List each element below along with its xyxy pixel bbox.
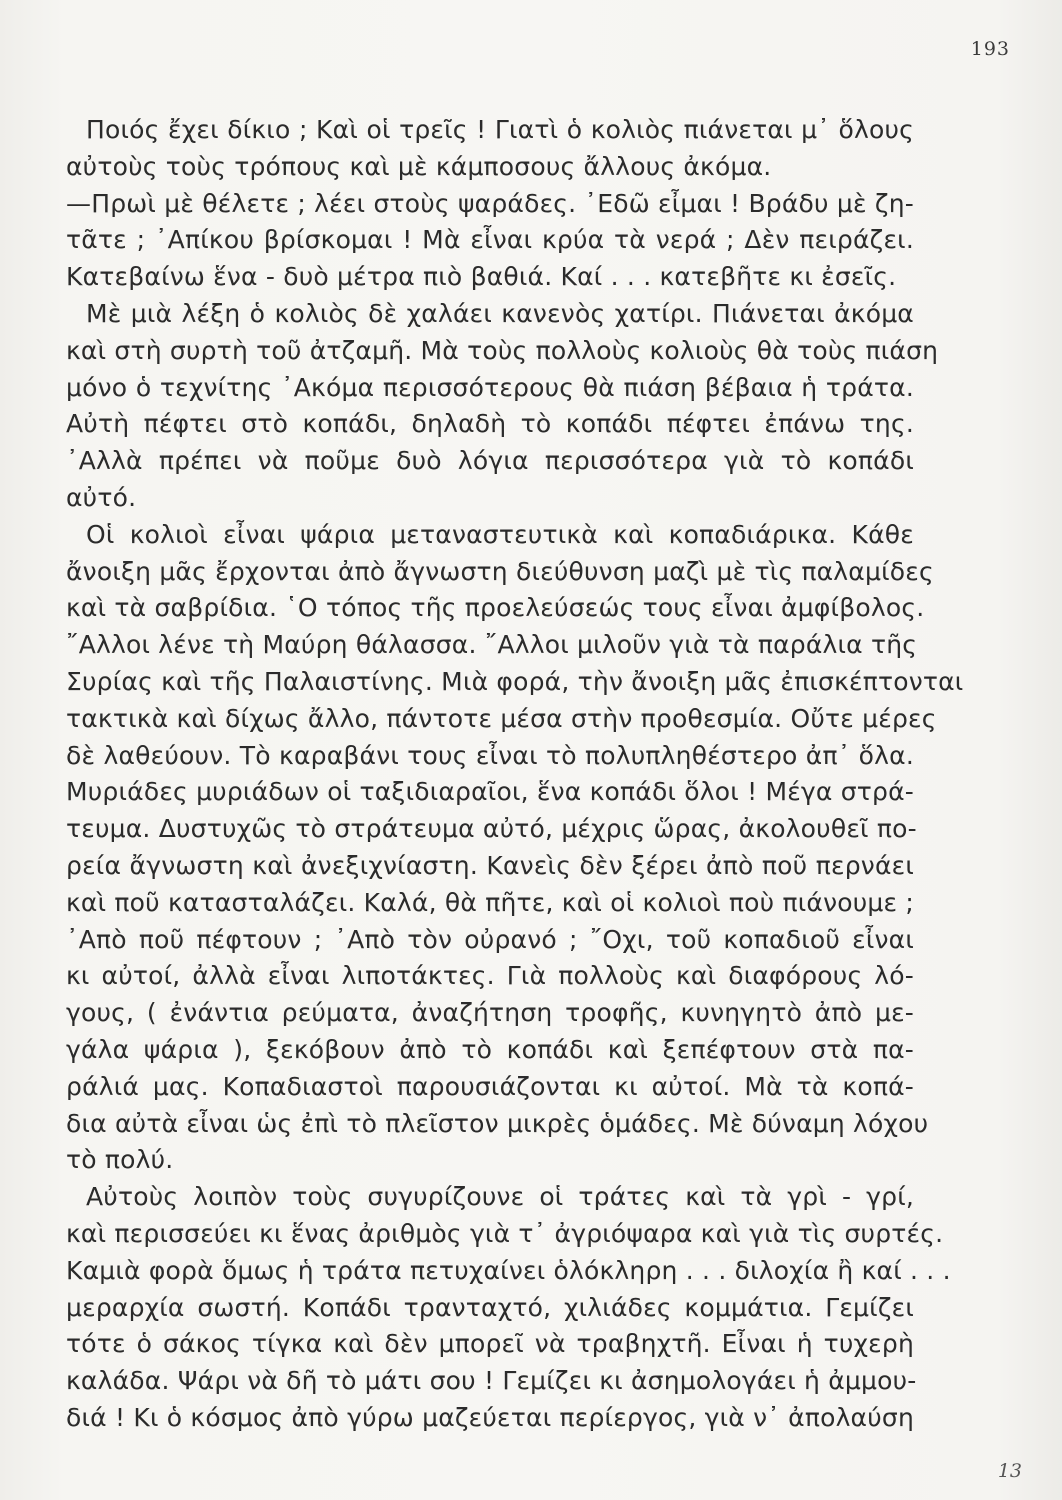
text-line: Συρίας καὶ τῆς Παλαιστίνης. Μιὰ φορά, τὴν ἄνοιξη μᾶς ἐπισκέπτονται xyxy=(66,666,964,696)
text-line: δια αὐτὰ εἶναι ὡς ἐπὶ τὸ πλεῖστον μικρὲς ὁμάδες. Μὲ δύναμη λόχου xyxy=(66,1108,929,1138)
text-line: δὲ λαθεύουν. Τὸ καραβάνι τους εἶναι τὸ πολυπληθέστερο ἀπ᾽ ὅλα. xyxy=(66,740,914,770)
text-line: Καμιὰ φορὰ ὅμως ἡ τράτα πετυχαίνει ὁλόκληρη . . . διλοχία ἢ καί . . . xyxy=(66,1255,951,1285)
text-line: αὐτό. xyxy=(66,482,137,512)
text-line: Ποιός ἔχει δίκιο ; Καὶ οἱ τρεῖς ! Γιατὶ ὁ κολιὸς πιάνεται μ᾽ ὅλους xyxy=(86,115,914,144)
text-line: τότε ὁ σάκος τίγκα καὶ δὲν μπορεῖ νὰ τραβηχτῆ. Εἶναι ἡ τυχερὴ xyxy=(66,1329,914,1359)
text-line: Κατεβαίνω ἕνα - δυὸ μέτρα πιὸ βαθιά. Καί . . . κατεβῆτε κι ἐσεῖς. xyxy=(66,262,897,292)
text-line: τακτικὰ καὶ δίχως ἄλλο, πάντοτε μέσα στὴν προθεσμία. Οὔτε μέρες xyxy=(66,703,937,733)
text-line: ἄνοιξη μᾶς ἔρχονται ἀπὸ ἄγνωστη διεύθυνση μαζὶ μὲ τὶς παλαμίδες xyxy=(66,556,934,586)
text-line: κι αὐτοί, ἀλλὰ εἶναι λιποτάκτες. Γιὰ πολλοὺς καὶ διαφόρους λό- xyxy=(66,961,914,991)
text-line: τευμα. Δυστυχῶς τὸ στράτευμα αὐτό, μέχρις ὥρας, ἀκολουθεῖ πο- xyxy=(66,814,917,844)
text-line: ράλιά μας. Κοπαδιαστοὶ παρουσιάζονται κι αὐτοί. Μὰ τὰ κοπά- xyxy=(66,1071,914,1101)
text-line: τὸ πολύ. xyxy=(66,1145,174,1175)
text-line: αὐτοὺς τοὺς τρόπους καὶ μὲ κάμποσους ἄλλους ἀκόμα. xyxy=(66,151,772,181)
text-line: Οἱ κολιοὶ εἶναι ψάρια μεταναστευτικὰ καὶ κοπαδιάρικα. Κάθε xyxy=(86,519,914,549)
text-line: ρεία ἄγνωστη καὶ ἀνεξιχνίαστη. Κανεὶς δὲν ξέρει ἀπὸ ποῦ περνάει xyxy=(66,850,914,880)
text-line: —Πρωὶ μὲ θέλετε ; λέει στοὺς ψαράδες. ᾿Εδῶ εἶμαι ! Βράδυ μὲ ζη- xyxy=(66,188,914,218)
body-text xyxy=(66,112,964,1437)
text-line: μόνο ὁ τεχνίτης ᾿Ακόμα περισσότερους θὰ πιάση βέβαια ἡ τράτα. xyxy=(66,372,914,402)
text-line: Αὐτὴ πέφτει στὸ κοπάδι, δηλαδὴ τὸ κοπάδι πέφτει ἐπάνω της. xyxy=(66,409,914,439)
text-line: διά ! Κι ὁ κόσμος ἀπὸ γύρω μαζεύεται περίεργος, γιὰ ν᾽ ἀπολαύση xyxy=(66,1402,914,1432)
text-line: ᾿Απὸ ποῦ πέφτουν ; ᾿Απὸ τὸν οὐρανό ; ῎Οχι, τοῦ κοπαδιοῦ εἶναι xyxy=(66,924,914,954)
text-line: καὶ τὰ σαβρίδια. ῾Ο τόπος τῆς προελεύσεώς τους εἶναι ἀμφίβολος. xyxy=(66,593,925,623)
text-line: καλάδα. Ψάρι νὰ δῆ τὸ μάτι σου ! Γεμίζει κι ἀσημολογάει ἡ ἀμμου- xyxy=(66,1366,917,1396)
text-line: ῎Αλλοι λένε τὴ Μαύρη θάλασσα. ῎Αλλοι μιλοῦν γιὰ τὰ παράλια τῆς xyxy=(66,630,918,660)
text-line: καὶ στὴ συρτὴ τοῦ ἀτζαμῆ. Μὰ τοὺς πολλοὺς κολιοὺς θὰ τοὺς πιάση xyxy=(66,335,939,365)
text-line: Μὲ μιὰ λέξη ὁ κολιὸς δὲ χαλάει κανενὸς χατίρι. Πιάνεται ἀκόμα xyxy=(86,298,914,328)
page-number: 193 xyxy=(970,38,1010,60)
text-line: καὶ ποῦ κατασταλάζει. Καλά, θὰ πῆτε, καὶ οἱ κολιοὶ ποὺ πιάνουμε ; xyxy=(66,887,914,917)
text-line: μεραρχία σωστή. Κοπάδι τρανταχτό, χιλιάδες κομμάτια. Γεμίζει xyxy=(66,1292,914,1322)
text-line: Αὐτοὺς λοιπὸν τοὺς συγυρίζουνε οἱ τράτες καὶ τὰ γρὶ - γρί, xyxy=(86,1182,914,1212)
text-line: τᾶτε ; ᾿Απίκου βρίσκομαι ! Μὰ εἶναι κρύα τὰ νερά ; Δὲν πειράζει. xyxy=(66,225,914,255)
text-line: καὶ περισσεύει κι ἕνας ἀριθμὸς γιὰ τ᾽ ἀγριόψαρα καὶ γιὰ τὶς συρτές. xyxy=(66,1218,944,1248)
text-line: γάλα ψάρια ), ξεκόβουν ἀπὸ τὸ κοπάδι καὶ ξεπέφτουν στὰ πα- xyxy=(66,1034,914,1064)
text-line: γους, ( ἐνάντια ρεύματα, ἀναζήτηση τροφῆς, κυνηγητὸ ἀπὸ με- xyxy=(66,998,914,1028)
text-line: Μυριάδες μυριάδων οἱ ταξιδιαραῖοι, ἕνα κοπάδι ὅλοι ! Μέγα στρά- xyxy=(66,777,915,807)
signature-mark: 13 xyxy=(997,1460,1022,1482)
text-line: ᾿Αλλὰ πρέπει νὰ ποῦμε δυὸ λόγια περισσότερα γιὰ τὸ κοπάδι xyxy=(66,446,914,476)
